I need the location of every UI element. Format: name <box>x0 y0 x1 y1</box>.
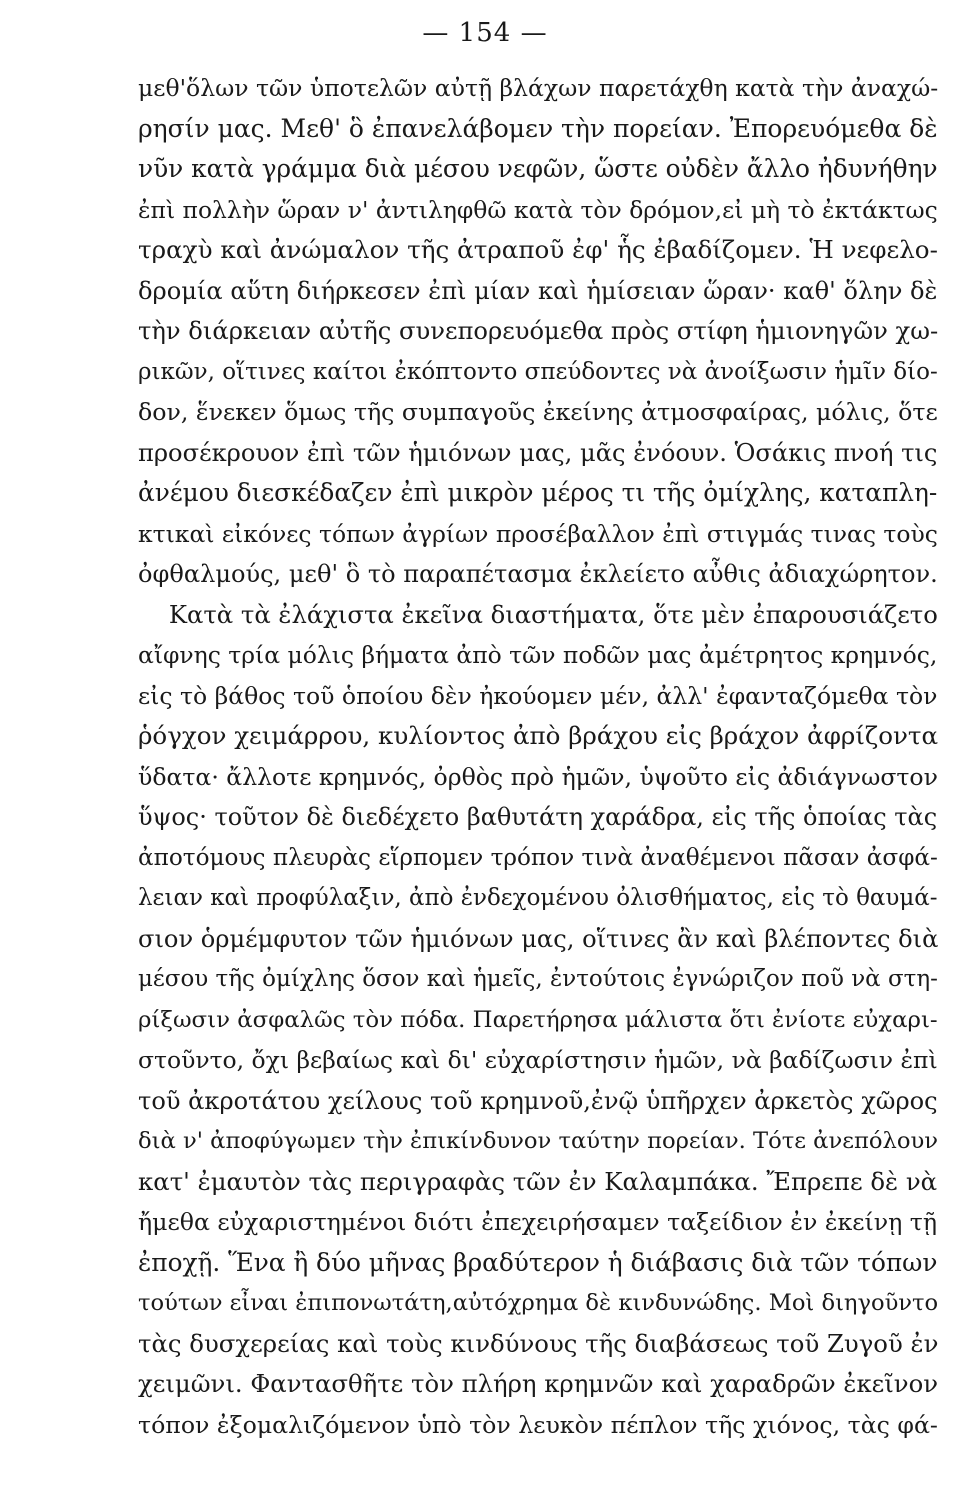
text-line: διὰ ν' ἀποφύγωμεν τὴν ἐπικίνδυνον ταύτην πορείαν. Τότε ἀνεπόλουν <box>138 1128 938 1154</box>
text-line: σιον ὁρμέμφυτον τῶν ἡμιόνων μας, οἵτινες ἂν καὶ βλέποντες διὰ <box>138 924 938 953</box>
text-line: ρίξωσιν ἀσφαλῶς τὸν πόδα. Παρετήρησα μάλιστα ὅτι ἐνίοτε εὐχαρι- <box>138 1006 938 1033</box>
text-line: δον, ἕνεκεν ὅμως τῆς συμπαγοῦς ἐκείνης ἀτμοσφαίρας, μόλις, ὅτε <box>138 398 938 426</box>
text-line: ἀνέμου διεσκέδαζεν ἐπὶ μικρὸν μέρος τι τῆς ὀμίχλης, καταπλη- <box>138 478 938 507</box>
text-line: τούτων εἶναι ἐπιπονωτάτη,αὐτόχρημα δὲ κινδυνώδης. Μοὶ διηγοῦντο <box>138 1290 938 1316</box>
text-line: ρησίν μας. Μεθ' ὃ ἐπανελάβομεν τὴν πορείαν. Ἐπορευόμεθα δὲ <box>138 113 938 143</box>
text-line: ὕψος· τοῦτον δὲ διεδέχετο βαθυτάτη χαράδρα, εἰς τῆς ὁποίας τὰς <box>138 803 938 831</box>
text-line: τὰς δυσχερείας καὶ τοὺς κινδύνους τῆς διαβάσεως τοῦ Ζυγοῦ ἐν <box>138 1328 938 1358</box>
text-line: ἤμεθα εὐχαριστημένοι διότι ἐπεχειρήσαμεν ταξείδιον ἐν ἐκείνῃ τῇ <box>138 1208 938 1236</box>
text-line: νῦν κατὰ γράμμα διὰ μέσου νεφῶν, ὥστε οὐδὲν ἄλλο ἠδυνήθην <box>138 154 938 183</box>
text-line: κτικαὶ εἰκόνες τόπων ἀγρίων προσέβαλλον ἐπὶ στιγμάς τινας τοὺς <box>138 519 938 548</box>
text-line: λειαν καὶ προφύλαξιν, ἀπὸ ἐνδεχομένου ὀλισθήματος, εἰς τὸ θαυμά- <box>138 885 938 911</box>
text-line: ὕδατα· ἄλλοτε κρημνός, ὀρθὸς πρὸ ἡμῶν, ὑψοῦτο εἰς ἀδιάγνωστον <box>138 762 938 791</box>
text-line: τὴν διάρκειαν αὐτῆς συνεπορευόμεθα πρὸς στίφη ἡμιονηγῶν χω- <box>138 317 938 345</box>
text-line: ῥόγχον χειμάρρου, κυλίοντος ἀπὸ βράχου εἰς βράχον ἀφρίζοντα <box>138 721 938 750</box>
text-line: αἴφνης τρία μόλις βήματα ἀπὸ τῶν ποδῶν μας ἀμέτρητος κρημνός, <box>138 641 938 669</box>
text-line: Κατὰ τὰ ἐλάχιστα ἐκεῖνα διαστήματα, ὅτε μὲν ἐπαρουσιάζετο <box>138 599 938 629</box>
page-number: — 154 — <box>422 18 548 48</box>
text-line: τόπον ἐξομαλιζόμενον ὑπὸ τὸν λευκὸν πέπλον τῆς χιόνος, τὰς φά- <box>138 1410 938 1439</box>
text-line: ἀποτόμους πλευρὰς εἵρπομεν τρόπον τινὰ ἀναθέμενοι πᾶσαν ἀσφά- <box>138 844 938 871</box>
text-line: εἰς τὸ βάθος τοῦ ὁποίου δὲν ἠκούομεν μέν, ἀλλ' ἐφανταζόμεθα τὸν <box>138 681 938 710</box>
text-line: κατ' ἐμαυτὸν τὰς περιγραφὰς τῶν ἐν Καλαμπάκα. Ἔπρεπε δὲ νὰ <box>138 1166 938 1196</box>
text-line: ἐποχῇ. Ἕνα ἢ δύο μῆνας βραδύτερον ἡ διάβασις διὰ τῶν τόπων <box>138 1247 938 1277</box>
text-line: στοῦντο, ὄχι βεβαίως καὶ δι' εὐχαρίστησιν ἡμῶν, νὰ βαδίζωσιν ἐπὶ <box>138 1046 938 1074</box>
text-line: ἐπὶ πολλὴν ὥραν ν' ἀντιληφθῶ κατὰ τὸν δρόμον,εἰ μὴ τὸ ἐκτάκτως <box>138 195 938 224</box>
text-line: δρομία αὕτη διήρκεσεν ἐπὶ μίαν καὶ ἡμίσειαν ὥραν· καθ' ὅλην δὲ <box>138 276 938 305</box>
text-line: χειμῶνι. Φαντασθῆτε τὸν πλήρη κρημνῶν καὶ χαραδρῶν ἐκεῖνον <box>138 1369 938 1398</box>
text-line: ὀφθαλμούς, μεθ' ὃ τὸ παραπέτασμα ἐκλείετο αὖθις ἀδιαχώρητον. <box>138 560 938 588</box>
text-line: ρικῶν, οἵτινες καίτοι ἐκόπτοντο σπεύδοντες νὰ ἀνοίξωσιν ἡμῖν δίο- <box>138 358 938 385</box>
text-line: τραχὺ καὶ ἀνώμαλον τῆς ἀτραποῦ ἐφ' ἧς ἐβαδίζομεν. Ἡ νεφελο- <box>138 235 938 264</box>
text-line: τοῦ ἀκροτάτου χείλους τοῦ κρημνοῦ,ἐνῷ ὑπῆρχεν ἀρκετὸς χῶρος <box>138 1086 938 1115</box>
text-line: μεθ'ὅλων τῶν ὑποτελῶν αὐτῇ βλάχων παρετάχθη κατὰ τὴν ἀναχώ- <box>138 74 938 102</box>
text-line: προσέκρουον ἐπὶ τῶν ἡμιόνων μας, μᾶς ἐνόουν. Ὁσάκις πνοή τις <box>138 438 938 467</box>
body-text <box>138 68 938 1445</box>
text-line: μέσου τῆς ὀμίχλης ὅσον καὶ ἡμεῖς, ἐντούτοις ἐγνώριζον ποῦ νὰ στη- <box>138 966 938 992</box>
